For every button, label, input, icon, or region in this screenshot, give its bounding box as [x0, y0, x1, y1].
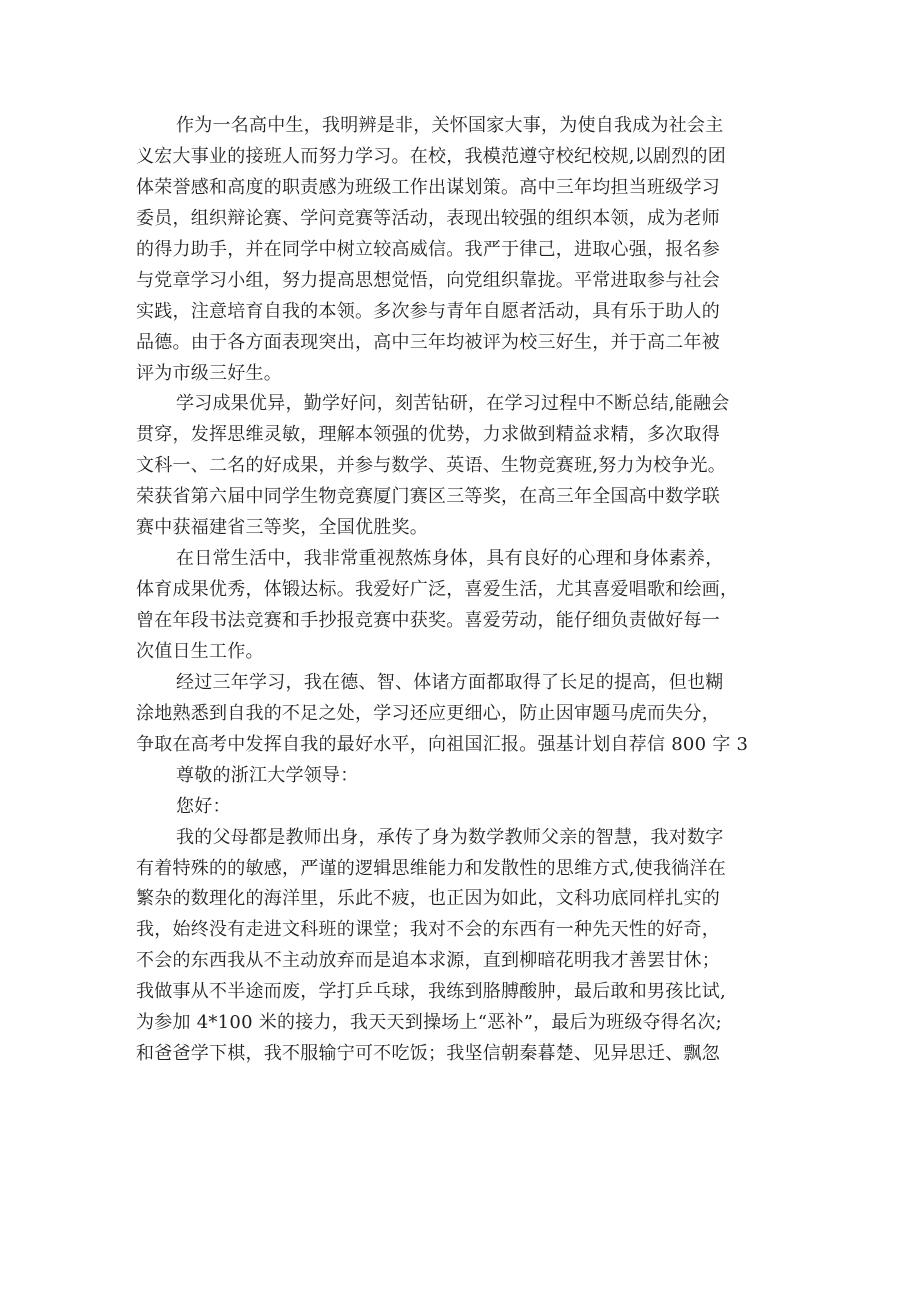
text-line: 经过三年学习，我在德、智、体诸方面都取得了长足的提高，但也糊: [176, 671, 724, 693]
text-line: 品德。由于各方面表现突出，高中三年均被评为校三好生，并于高二年被: [136, 331, 720, 353]
text-line: 体荣誉感和高度的职责感为班级工作出谋划策。高中三年均担当班级学习: [136, 176, 720, 198]
text-line: 涂地熟悉到自我的不足之处，学习还应更细心，防止因审题马虎而失分，: [136, 702, 720, 724]
text-line: 义宏大事业的接班人而努力学习。在校，我模范遵守校纪校规,以剧烈的团: [136, 145, 726, 167]
text-line: 的得力助手，并在同学中树立较高威信。我严于律己，进取心强，报名参: [136, 238, 720, 260]
text-line: 贯穿，发挥思维灵敏，理解本领强的优势，力求做到精益求精，多次取得: [136, 424, 720, 446]
text-line: 评为市级三好生。: [136, 362, 282, 384]
text-line: 为参加 4*100 米的接力，我天天到操场上“恶补”，最后为班级夺得名次;: [136, 1012, 722, 1034]
text-line: 您好：: [176, 795, 231, 817]
text-line: 体育成果优秀，体锻达标。我爱好广泛，喜爱生活，尤其喜爱唱歌和绘画，: [136, 579, 739, 601]
text-line: 我，始终没有走进文科班的课堂；我对不会的东西有一种先天性的好奇，: [136, 919, 720, 941]
text-line: 繁杂的数理化的海洋里，乐此不疲，也正因为如此，文科功底同样扎实的: [136, 888, 720, 910]
text-line: 我的父母都是教师出身，承传了身为数学教师父亲的智慧，我对数字: [176, 826, 724, 848]
text-line: 作为一名高中生，我明辨是非，关怀国家大事，为使自我成为社会主: [176, 115, 724, 136]
text-line: 荣获省第六届中同学生物竞赛厦门赛区三等奖，在高三年全国高中数学联: [136, 486, 720, 508]
text-line: 次值日生工作。: [136, 640, 264, 662]
text-line: 曾在年段书法竞赛和手抄报竞赛中获奖。喜爱劳动，能仔细负责做好每一: [136, 610, 720, 631]
document-body: [136, 111, 788, 1070]
text-line: 实践，注意培育自我的本领。多次参与青年自愿者活动，具有乐于助人的: [136, 300, 720, 322]
text-line: 赛中获福建省三等奖，全国优胜奖。: [136, 517, 428, 539]
text-line: 我做事从不半途而废，学打乒乓球，我练到胳膊酸肿，最后敢和男孩比试,: [136, 981, 726, 1003]
text-line: 学习成果优异，勤学好问，刻苦钻研，在学习过程中不断总结,能融会: [176, 393, 730, 415]
text-line: 争取在高考中发挥自我的最好水平，向祖国汇报。强基计划自荐信 800 字 3: [136, 733, 749, 755]
text-line: 不会的东西我从不主动放弃而是追本求源，直到柳暗花明我才善罢甘休；: [136, 950, 720, 972]
text-line: 和爸爸学下棋，我不服输宁可不吃饭；我坚信朝秦暮楚、见异思迁、飘忽: [136, 1043, 720, 1065]
text-line: 文科一、二名的好成果，并参与数学、英语、生物竞赛班,努力为校争光。: [136, 455, 726, 477]
text-line: 尊敬的浙江大学领导：: [176, 764, 359, 786]
text-line: 与党章学习小组，努力提高思想觉悟，向党组织靠拢。平常进取参与社会: [136, 269, 720, 291]
text-line: 委员，组织辩论赛、学问竞赛等活动，表现出较强的组织本领，成为老师: [136, 207, 720, 229]
text-line: 在日常生活中，我非常重视熬炼身体，具有良好的心理和身体素养，: [176, 548, 724, 570]
text-line: 有着特殊的的敏感，严谨的逻辑思维能力和发散性的思维方式,使我徜洋在: [136, 857, 726, 879]
